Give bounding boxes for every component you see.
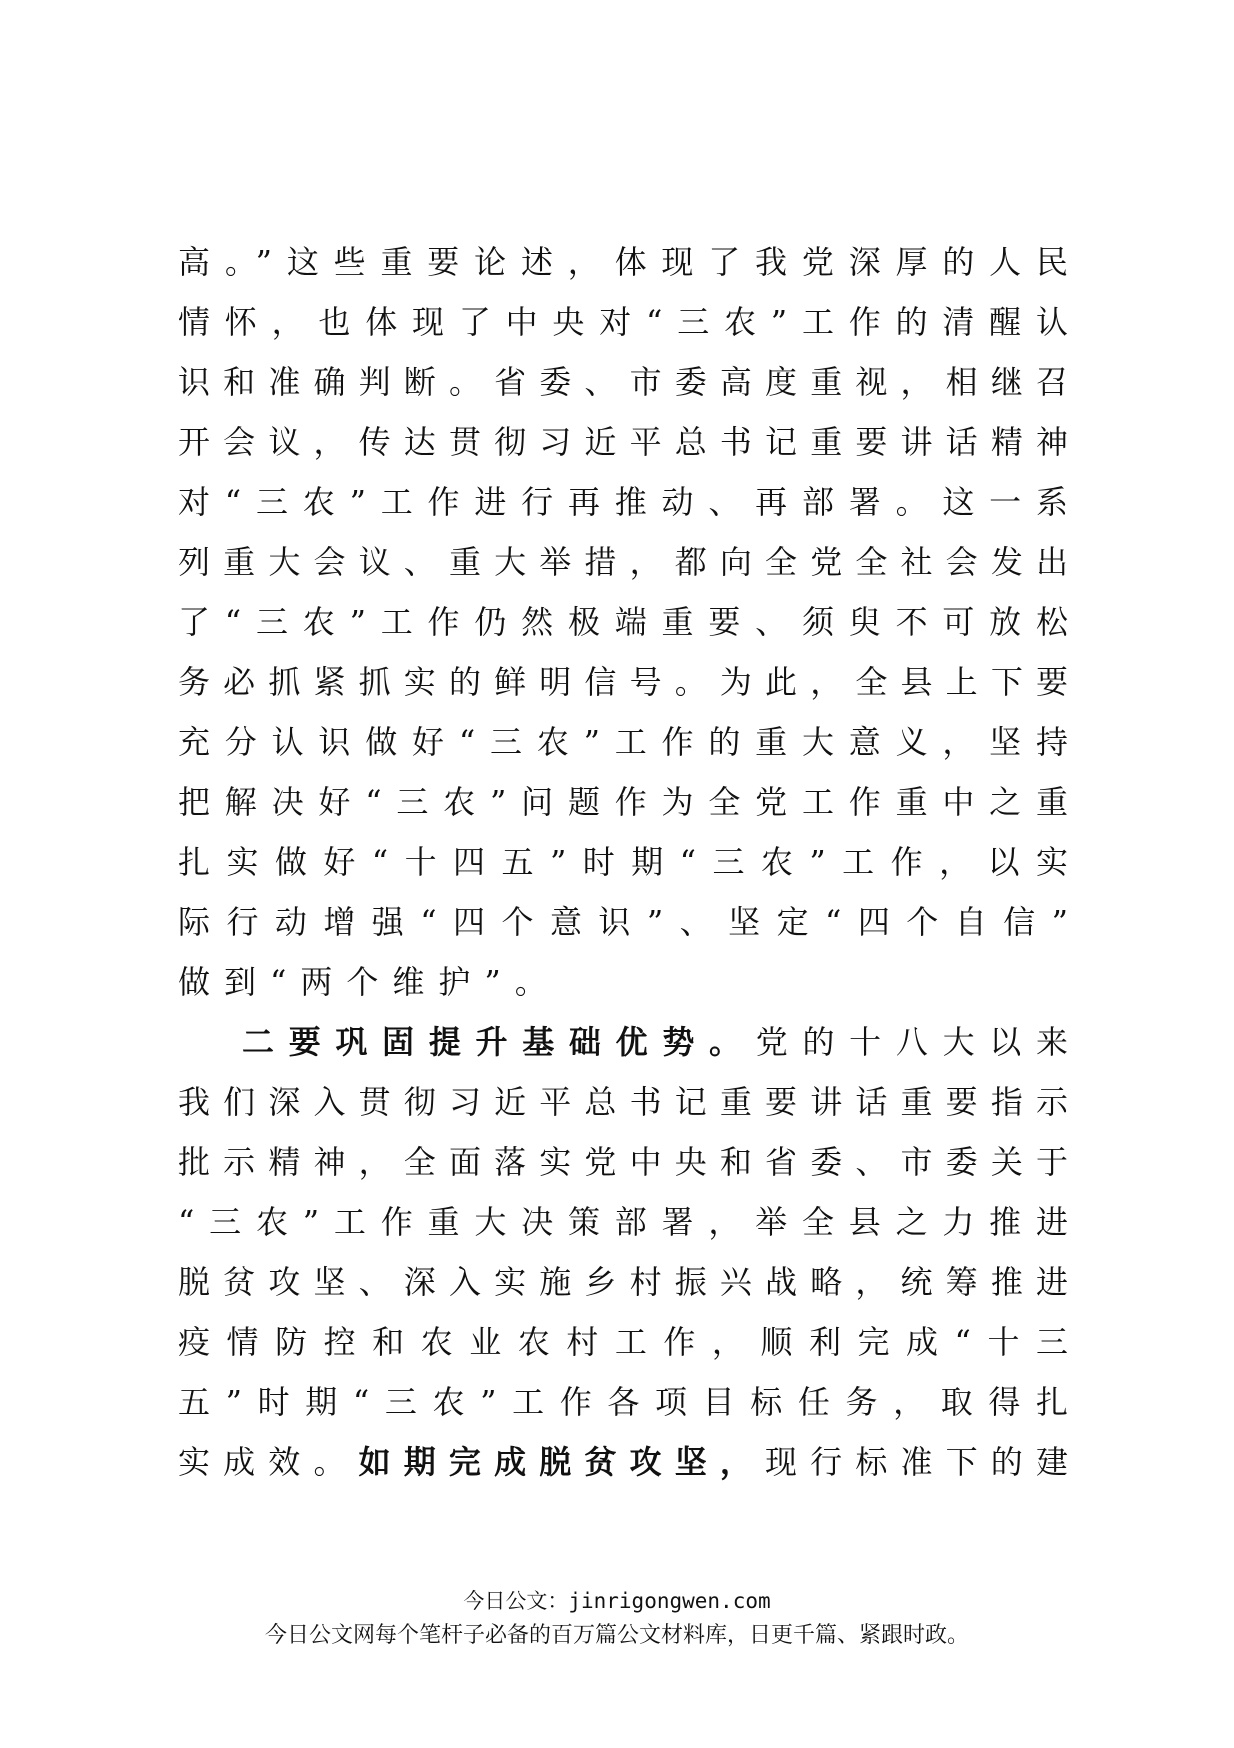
text-line: 把解决好“三农”问题作为全党工作重中之重 [178, 783, 1068, 821]
text-line: 充分认识做好“三农”工作的重大意义，坚持 [178, 723, 1068, 761]
text-line: 列重大会议、重大举措，都向全党全社会发出 [178, 543, 1068, 581]
text-line: 五”时期“三农”工作各项目标任务，取得扎 [178, 1383, 1068, 1421]
section-heading: 二要巩固提升基础优势。 [242, 1023, 756, 1061]
footer-site [0, 1586, 1234, 1616]
text-line: 扎实做好“十四五”时期“三农”工作，以实 [178, 843, 1068, 881]
footer-site-url[interactable]: jinrigongwen.com [568, 1589, 771, 1613]
section-heading-line [178, 1012, 1068, 1072]
line-start: 实成效。 [178, 1443, 359, 1481]
text-line: 务必抓紧抓实的鲜明信号。为此，全县上下要 [178, 663, 1068, 701]
text-line: 识和准确判断。省委、市委高度重视，相继召 [178, 363, 1068, 401]
document-body [178, 232, 1068, 1492]
section-heading-rest: 党的十八大以来 [755, 1023, 1068, 1061]
text-line-mixed [178, 1432, 1068, 1492]
footer-slogan: 今日公文网每个笔杆子必备的百万篇公文材料库，日更千篇、紧跟时政。 [264, 1623, 969, 1648]
text-line: 际行动增强“四个意识”、坚定“四个自信” [178, 903, 1068, 941]
footer-site-label: 今日公文： [463, 1589, 569, 1613]
text-line: 对“三农”工作进行再推动、再部署。这一系 [178, 483, 1068, 521]
text-line: “三农”工作重大决策部署，举全县之力推进 [178, 1203, 1068, 1241]
text-line: 做到“两个维护”。 [178, 963, 561, 1001]
text-line: 开会议，传达贯彻习近平总书记重要讲话精神 [178, 423, 1068, 461]
text-line: 疫情防控和农业农村工作，顺利完成“十三 [178, 1323, 1068, 1361]
bold-phrase: 如期完成脱贫攻坚， [358, 1443, 766, 1481]
text-line: 情怀，也体现了中央对“三农”工作的清醒认 [178, 303, 1068, 341]
text-line: 了“三农”工作仍然极端重要、须臾不可放松 [178, 603, 1068, 641]
text-line: 脱贫攻坚、深入实施乡村振兴战略，统筹推进 [178, 1263, 1068, 1301]
text-line: 高。”这些重要论述，体现了我党深厚的人民 [178, 243, 1068, 281]
line-rest: 现行标准下的建 [765, 1443, 1068, 1481]
text-line: 我们深入贯彻习近平总书记重要讲话重要指示 [178, 1083, 1068, 1121]
text-line: 批示精神，全面落实党中央和省委、市委关于 [178, 1143, 1068, 1181]
